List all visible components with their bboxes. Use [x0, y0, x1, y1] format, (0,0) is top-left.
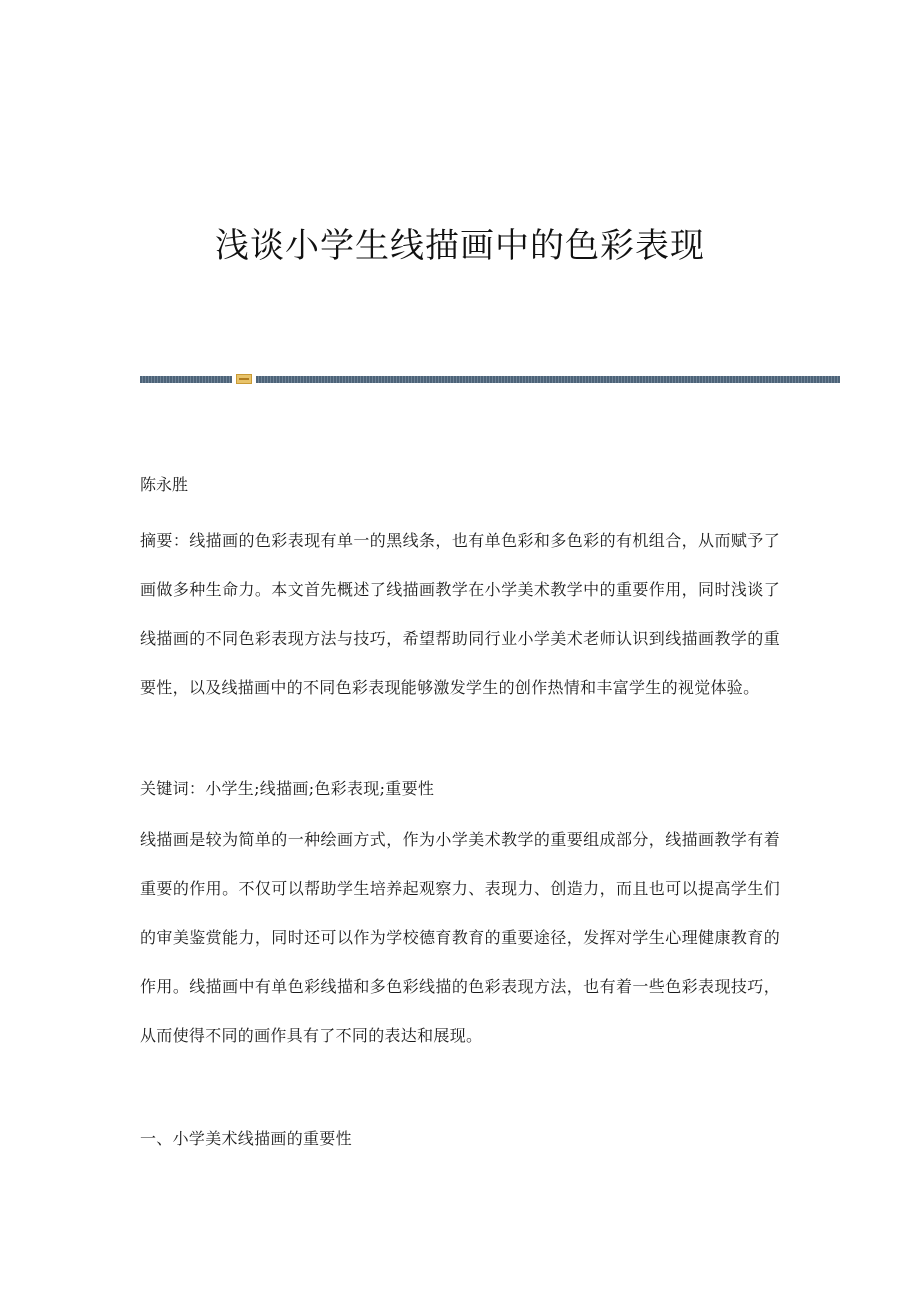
- author-name: 陈永胜: [140, 475, 189, 494]
- divider-emblem-icon: [236, 374, 252, 384]
- title-divider: [140, 374, 840, 384]
- abstract-paragraph: 摘要：线描画的色彩表现有单一的黑线条，也有单色彩和多色彩的有机组合，从而赋予了画做多种生命力。本文首先概述了线描画教学在小学美术教学中的重要作用，同时浅谈了线描画的不同色彩表现方法与技巧，希望帮助同行业小学美术老师认识到线描画教学的重要性，以及线描画中的不同色彩表现能够激发学生的创作热情和丰富学生的视觉体验。: [140, 531, 780, 697]
- divider-bar-left: [140, 376, 232, 383]
- section-heading: 一、小学美术线描画的重要性: [140, 1129, 352, 1148]
- document-title: 浅谈小学生线描画中的色彩表现: [215, 226, 705, 266]
- body-paragraph: 线描画是较为简单的一种绘画方式，作为小学美术教学的重要组成部分，线描画教学有着重要的作用。不仅可以帮助学生培养起观察力、表现力、创造力，而且也可以提高学生们的审美鉴赏能力，同时还可以作为学校德育教育的重要途径，发挥对学生心理健康教育的作用。线描画中有单色彩线描和多色彩线描的色彩表现方法，也有着一些色彩表现技巧，从而使得不同的画作具有了不同的表达和展现。: [140, 830, 780, 1045]
- divider-bar-right: [256, 376, 840, 383]
- keywords-line: 关键词：小学生;线描画;色彩表现;重要性: [140, 779, 435, 798]
